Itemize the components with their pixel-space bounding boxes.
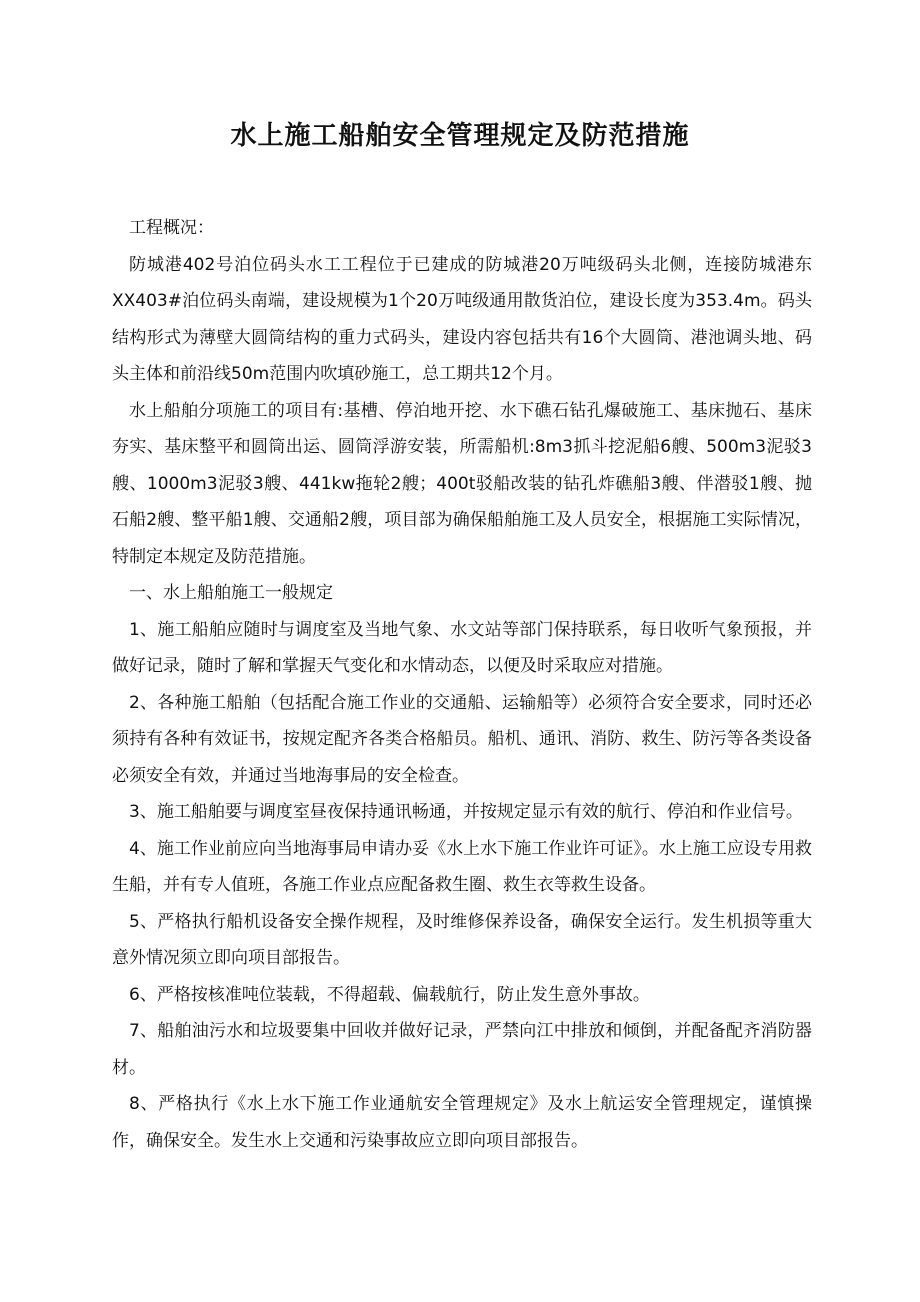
rule-item-6: 6、严格按核准吨位装载，不得超载、偏载航行，防止发生意外事故。 xyxy=(129,984,650,1005)
ship-items-paragraph: 水上船舶分项施工的项目有:基槽、停泊地开挖、水下礁石钻孔爆破施工、基床抛石、基床夯实、基床整平和圆筒出运、圆筒浮游安装，所需船机:8m3抓斗挖泥船6艘、500m3泥驳3艘、1000m3泥驳3艘、441kw拖轮2艘；400t驳船改装的钻孔炸礁船3艘、伴潜驳1艘、抛石船2艘、整平船1艘、交通船2艘，项目部为确保船舶施工及人员安全，根据施工实际情况，特制定本规定及防范措施。 xyxy=(112,400,812,567)
rule-item-7: 7、船舶油污水和垃圾要集中回收并做好记录，严禁向江中排放和倾倒，并配备配齐消防器材。 xyxy=(112,1021,812,1078)
rule-item-3: 3、施工船舶要与调度室昼夜保持通讯畅通，并按规定显示有效的航行、停泊和作业信号。 xyxy=(129,802,803,822)
rule-item-8: 8、严格执行《水上水下施工作业通航安全管理规定》及水上航运安全管理规定，谨慎操作，确保安全。发生水上交通和污染事故应立即向项目部报告。 xyxy=(112,1094,812,1151)
section-heading-general-rules: 一、水上船舶施工一般规定 xyxy=(129,583,333,603)
overview-paragraph: 防城港402号泊位码头水工工程位于已建成的防城港20万吨级码头北侧，连接防城港东XX403#泊位码头南端，建设规模为1个20万吨级通用散货泊位，建设长度为353.4m。码头结构形式为薄壁大圆筒结构的重力式码头，建设内容包括共有16个大圆筒、港池调头地、码头主体和前沿线50m范围内吹填砂施工，总工期共12个月。 xyxy=(112,254,812,384)
document-body xyxy=(112,210,812,1159)
document-title: 水上施工船舶安全管理规定及防范措施 xyxy=(230,121,690,151)
rule-item-5: 5、严格执行船机设备安全操作规程，及时维修保养设备，确保安全运行。发生机损等重大意外情况须立即向项目部报告。 xyxy=(112,911,812,968)
rule-item-1: 1、施工船舶应随时与调度室及当地气象、水文站等部门保持联系，每日收听气象预报，并做好记录，随时了解和掌握天气变化和水情动态，以便及时采取应对措施。 xyxy=(112,619,812,676)
section-label-overview: 工程概况： xyxy=(129,218,214,238)
rule-item-2: 2、各种施工船舶（包括配合施工作业的交通船、运输船等）必须符合安全要求，同时还必须持有各种有效证书，按规定配齐各类合格船员。船机、通讯、消防、救生、防污等各类设备必须安全有效，并通过当地海事局的安全检查。 xyxy=(112,692,812,786)
rule-item-4: 4、施工作业前应向当地海事局申请办妥《水上水下施工作业许可证》。水上施工应设专用救生船，并有专人值班，各施工作业点应配备救生圈、救生衣等救生设备。 xyxy=(112,838,812,895)
